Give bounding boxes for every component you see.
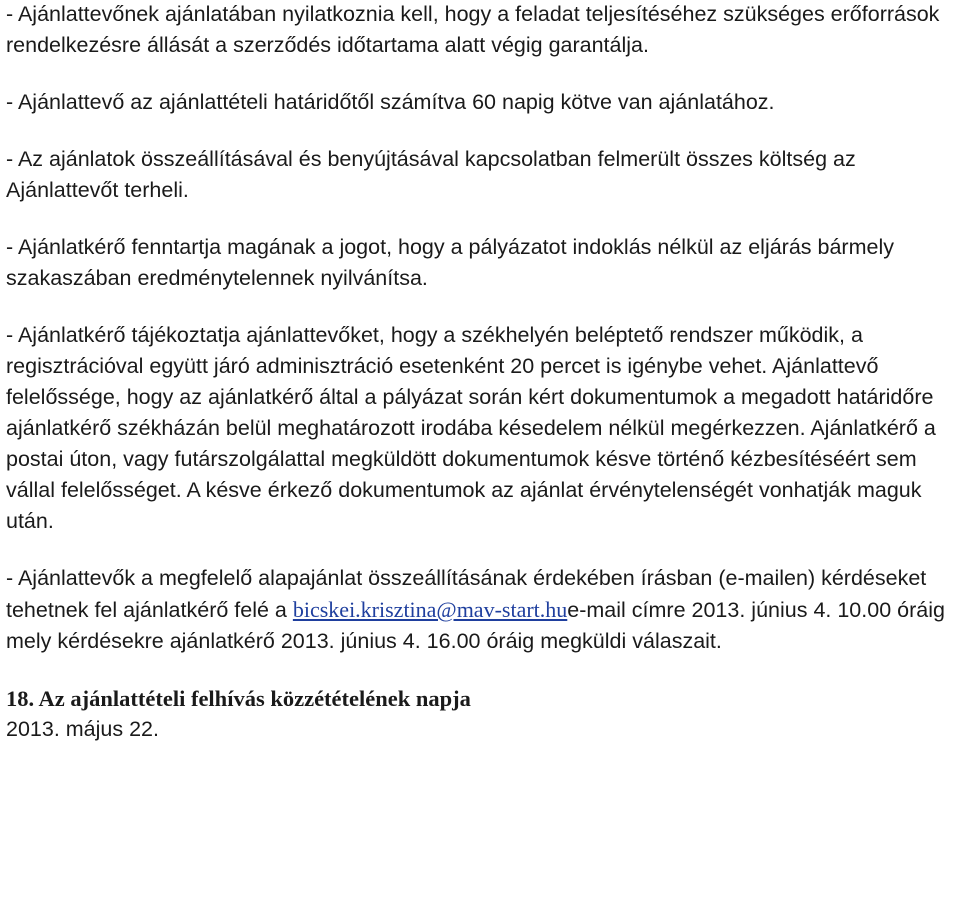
publication-date: 2013. május 22. [6, 717, 159, 741]
paragraph-questions [6, 563, 956, 657]
email-link[interactable]: bicskei.krisztina@mav-start.hu [292, 597, 568, 622]
section-heading: 18. Az ajánlattételi felhívás közzétételének napja [6, 686, 471, 711]
questions-text-after: e-mail címre 2013. június 4. 10.00 óráig mely kérdésekre ajánlatkérő 2013. június 4. 16.00 óráig megküldi válaszait. [6, 598, 945, 653]
paragraph-rights: - Ajánlatkérő fenntartja magának a jogot, hogy a pályázatot indoklás nélkül az eljárás bármely szakaszában eredménytelennek nyilvánítsa. [6, 235, 894, 290]
paragraph-binding-period: - Ajánlattevő az ajánlattételi határidőtől számítva 60 napig kötve van ajánlatához. [6, 90, 775, 114]
paragraph-costs: - Az ajánlatok összeállításával és benyújtásával kapcsolatban felmerült összes költség az Ajánlattevőt terheli. [6, 147, 856, 202]
paragraph-entry-system: - Ajánlatkérő tájékoztatja ajánlattevőket, hogy a székhelyén beléptető rendszer működik, a regisztrációval együtt járó adminisztráció esetenként 20 percet is igénybe vehet. Ajánlattevő felelőssége, hogy az ajánlatkérő által a pályázat során kért dokumentumok a megadott határidőre ajánlatkérő székházán belül meghatározott irodába késedelem nélkül megérkezzen. Ajánlatkérő a postai úton, vagy futárszolgálattal megküldött dokumentumok késve történő kézbesítéséért sem vállal felelősséget. A késve érkező dokumentumok az ajánlat érvénytelenségét vonhatják maguk után. [6, 323, 936, 533]
document-page [6, 0, 956, 745]
questions-text-before: - Ajánlattevők a megfelelő alapajánlat összeállításának érdekében írásban (e-mailen) kérdéseket tehetnek fel ajánlatkérő felé a [6, 566, 927, 622]
paragraph-resources: - Ajánlattevőnek ajánlatában nyilatkoznia kell, hogy a feladat teljesítéséhez szükséges erőforrások rendelkezésre állását a szerződés időtartama alatt végig garantálja. [6, 2, 940, 57]
